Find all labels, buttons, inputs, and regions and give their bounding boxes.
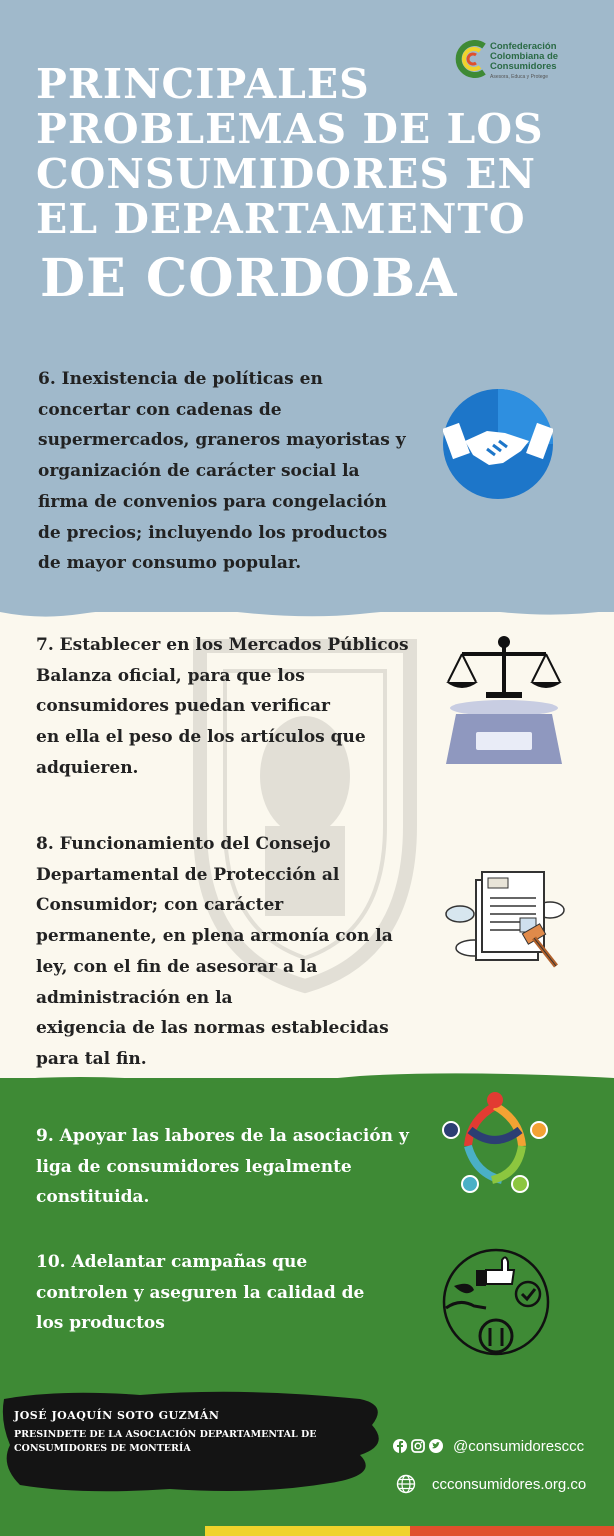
twitter-icon[interactable] bbox=[429, 1439, 443, 1453]
logo-name-line: Consumidores bbox=[490, 61, 557, 72]
title-line: CONSUMIDORES EN bbox=[36, 150, 536, 198]
website-row bbox=[396, 1474, 586, 1494]
item-8-text: 8. Funcionamiento del Consejo Departamental de Protección al Consumidor; con carácter permanente, en plena armonía con la ley, con el fin de asesorar a la administración en la exigencia de las normas establecidas para tal fin. bbox=[36, 834, 393, 1069]
social-handle[interactable]: @consumidoresccc bbox=[453, 1437, 585, 1455]
facebook-icon[interactable] bbox=[393, 1439, 407, 1453]
logo-mark-icon bbox=[454, 40, 488, 78]
bottom-color-bar bbox=[0, 1526, 614, 1536]
item-9-text: 9. Apoyar las labores de la asociación y liga de consumidores legalmente constituida. bbox=[36, 1126, 409, 1208]
title-big-line: DE CORDOBA bbox=[40, 248, 458, 309]
author-role: PRESINDETE DE LA ASOCIACIÓN DEPARTAMENTAL DE CONSUMIDORES DE MONTERÍA bbox=[14, 1429, 317, 1454]
title-line: EL DEPARTAMENTO bbox=[36, 195, 526, 243]
handshake-icon bbox=[443, 389, 553, 499]
logo-name-line: Colombiana de bbox=[490, 51, 559, 62]
confederation-logo bbox=[454, 40, 584, 82]
community-icon bbox=[440, 1090, 550, 1196]
page-title bbox=[36, 62, 544, 310]
logo-name bbox=[490, 42, 558, 72]
title-line: PRINCIPALES bbox=[36, 60, 370, 108]
logo-tagline: Asesora, Educa y Protege bbox=[490, 74, 549, 80]
logo-name-line: Confederación bbox=[490, 41, 557, 52]
item-7-text: 7. Establecer en los Mercados Públicos Balanza oficial, para que los consumidores puedan verificar en ella el peso de los artículos que adquieren. bbox=[36, 635, 409, 778]
item-10-text: 10. Adelantar campañas que controlen y aseguren la calidad de los productos bbox=[36, 1252, 365, 1334]
bar-red bbox=[410, 1526, 614, 1536]
item-6-text: 6. Inexistencia de políticas en concertar con cadenas de supermercados, graneros mayoristas y organización de carácter social la firma de convenios para congelación de precios; incluyendo los productos de mayor consumo popular. bbox=[38, 369, 406, 574]
scale-icon bbox=[442, 634, 566, 770]
social-row bbox=[393, 1436, 584, 1456]
document-gavel-icon bbox=[444, 868, 570, 968]
bar-yellow bbox=[205, 1526, 410, 1536]
quality-icon bbox=[440, 1246, 552, 1358]
globe-icon bbox=[396, 1474, 416, 1494]
title-line: PROBLEMAS DE LOS bbox=[36, 105, 544, 153]
author-name: JOSÉ JOAQUÍN SOTO GUZMÁN bbox=[14, 1409, 220, 1422]
instagram-icon[interactable] bbox=[411, 1439, 425, 1453]
website-link[interactable]: ccconsumidores.org.co bbox=[432, 1475, 587, 1493]
bar-green bbox=[0, 1526, 205, 1536]
